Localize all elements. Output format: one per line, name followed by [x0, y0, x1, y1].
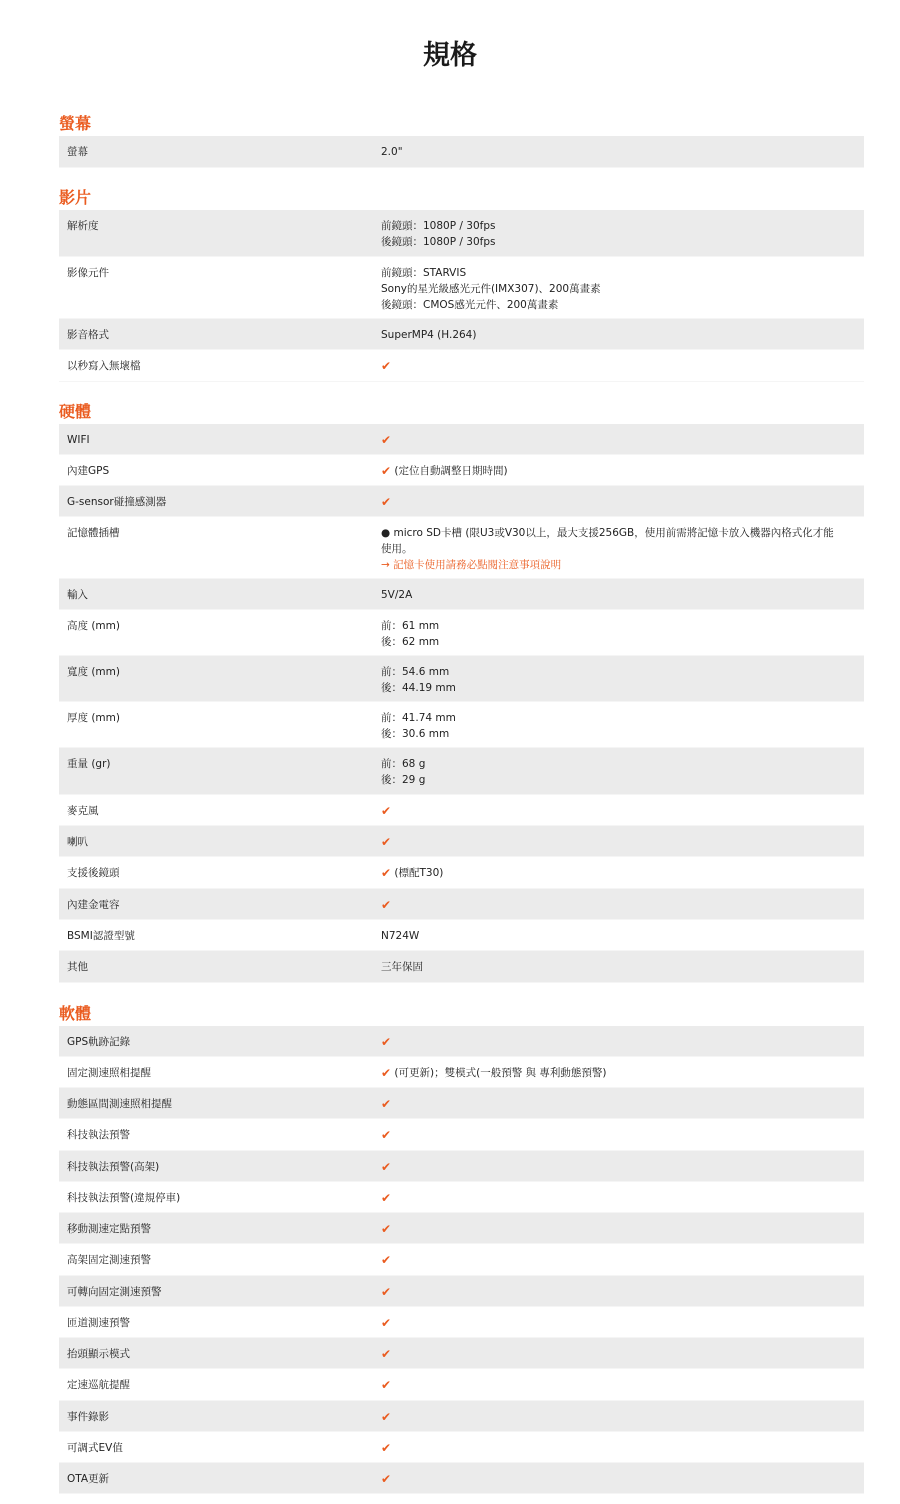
spec-value-line: 後：44.19 mm [381, 682, 456, 694]
check-icon: ✔ [381, 866, 392, 880]
spec-label: 科技執法預警(高架) [67, 1161, 160, 1173]
section-video [59, 186, 864, 382]
spec-row [59, 920, 864, 951]
spec-label: 重量 (gr) [67, 758, 111, 770]
spec-value [381, 1182, 864, 1212]
check-icon: ✔ [381, 464, 392, 478]
spec-row [59, 486, 864, 517]
spec-label: 支援後鏡頭 [67, 867, 120, 879]
spec-row [59, 1307, 864, 1338]
spec-value [381, 1151, 864, 1181]
spec-value: 2.0" [381, 146, 403, 158]
spec-value [381, 1463, 864, 1493]
check-icon: ✔ [381, 1285, 392, 1299]
spec-value-line: 後：62 mm [381, 636, 440, 648]
spec-row [59, 1276, 864, 1307]
page-title: 規格 [423, 40, 477, 71]
spec-label: 移動測速定點預警 [67, 1223, 151, 1235]
spec-row [59, 210, 864, 257]
spec-label: 科技執法預警(違規停車) [67, 1192, 181, 1204]
check-icon: ✔ [381, 1253, 392, 1267]
spec-row [59, 795, 864, 826]
spec-row [59, 857, 864, 889]
spec-label: BSMI認證型號 [67, 930, 135, 942]
check-icon: ✔ [381, 1472, 392, 1486]
spec-row [59, 1119, 864, 1151]
spec-label: 螢幕 [67, 146, 88, 158]
check-icon: ✔ [381, 495, 392, 509]
spec-value-line: 後：29 g [381, 774, 426, 786]
check-icon: ✔ [381, 1316, 392, 1330]
spec-row [59, 889, 864, 920]
spec-value-line: 前鏡頭：STARVIS [381, 267, 467, 279]
spec-label: 高度 (mm) [67, 620, 120, 632]
spec-label: 以秒寫入無壞檔 [67, 360, 141, 372]
spec-label: 事件錄影 [67, 1411, 109, 1423]
spec-row [59, 136, 864, 168]
spec-row [59, 1401, 864, 1432]
spec-value [381, 1088, 864, 1118]
spec-row [59, 748, 864, 795]
spec-value [381, 1432, 864, 1462]
spec-value [381, 889, 864, 919]
spec-value-line: 前：68 g [381, 758, 426, 770]
check-icon: ✔ [381, 1066, 392, 1080]
spec-label: 高架固定測速預警 [67, 1254, 151, 1266]
spec-note: (標配T30) [391, 867, 444, 879]
spec-row [59, 319, 864, 350]
spec-label: 影音格式 [67, 329, 109, 341]
spec-value-line: 後鏡頭：1080P / 30fps [381, 236, 496, 248]
spec-value [381, 350, 864, 381]
spec-value [381, 517, 864, 578]
check-icon: ✔ [381, 1378, 392, 1392]
spec-row [59, 1057, 864, 1088]
check-icon: ✔ [381, 1347, 392, 1361]
spec-row [59, 455, 864, 486]
spec-label: 記憶體插槽 [67, 527, 120, 539]
spec-value [381, 486, 864, 516]
check-icon: ✔ [381, 1410, 392, 1424]
spec-row [59, 1182, 864, 1213]
spec-label: 抬頭顯示模式 [67, 1348, 130, 1360]
check-icon: ✔ [381, 898, 392, 912]
spec-label: 輸入 [67, 589, 88, 601]
spec-value [381, 795, 864, 825]
spec-label: 內建GPS [67, 465, 110, 477]
spec-value-line: 前鏡頭：1080P / 30fps [381, 220, 496, 232]
spec-value-line: ● micro SD卡槽 (限U3或V30以上，最大支援256GB，使用前需將記憶卡放入機器內格式化才能使用。 [381, 527, 834, 555]
spec-value [381, 210, 864, 256]
spec-value [381, 1401, 864, 1431]
spec-label: 可調式EV值 [67, 1442, 123, 1454]
spec-row [59, 610, 864, 656]
spec-row [59, 1088, 864, 1119]
spec-label: 固定測速照相提醒 [67, 1067, 151, 1079]
section-software [59, 1002, 864, 1494]
section-hardware [59, 400, 864, 983]
spec-row [59, 350, 864, 382]
check-icon: ✔ [381, 804, 392, 818]
section-heading-video: 影片 [59, 188, 92, 207]
spec-value [381, 1057, 864, 1087]
spec-row [59, 1369, 864, 1401]
check-icon: ✔ [381, 359, 392, 373]
spec-row [59, 1151, 864, 1182]
spec-row [59, 826, 864, 857]
spec-value-line: 後：30.6 mm [381, 728, 450, 740]
spec-value: 三年保固 [381, 961, 423, 973]
spec-row [59, 579, 864, 610]
spec-note: (可更新)；雙模式(一般預警 與 專利動態預警) [391, 1067, 607, 1079]
spec-value [381, 1276, 864, 1306]
spec-row [59, 656, 864, 702]
check-icon: ✔ [381, 1441, 392, 1455]
spec-label: G-sensor碰撞感測器 [67, 496, 167, 508]
memory-card-notice-link[interactable]: → 記憶卡使用請務必點閱注意事項說明 [381, 559, 562, 571]
spec-value [381, 610, 864, 655]
spec-note: (定位自動調整日期時間) [391, 465, 508, 477]
check-icon: ✔ [381, 1097, 392, 1111]
check-icon: ✔ [381, 835, 392, 849]
check-icon: ✔ [381, 433, 392, 447]
spec-value [381, 1338, 864, 1368]
spec-value [381, 1119, 864, 1150]
spec-row [59, 1026, 864, 1057]
spec-value [381, 656, 864, 701]
spec-label: OTA更新 [67, 1473, 110, 1485]
spec-value [381, 1369, 864, 1400]
spec-label: 影像元件 [67, 267, 109, 279]
spec-label: 喇叭 [67, 836, 88, 848]
spec-value-line: 前：54.6 mm [381, 666, 450, 678]
spec-value: 5V/2A [381, 589, 413, 601]
spec-value [381, 257, 864, 318]
spec-label: 厚度 (mm) [67, 712, 120, 724]
spec-label: GPS軌跡記錄 [67, 1036, 131, 1048]
check-icon: ✔ [381, 1222, 392, 1236]
spec-value [381, 748, 864, 794]
spec-value-line: Sony的星光級感光元件(IMX307)、200萬畫素 [381, 283, 601, 295]
spec-label: 動態區間測速照相提醒 [67, 1098, 172, 1110]
spec-row [59, 1213, 864, 1244]
spec-value: N724W [381, 930, 420, 942]
spec-label: 其他 [67, 961, 88, 973]
spec-value-line: 前：41.74 mm [381, 712, 456, 724]
spec-row [59, 1463, 864, 1494]
spec-row [59, 424, 864, 455]
spec-row [59, 1338, 864, 1369]
spec-label: 寬度 (mm) [67, 666, 120, 678]
spec-value [381, 455, 864, 485]
spec-label: 匝道測速預警 [67, 1317, 130, 1329]
spec-row [59, 951, 864, 983]
spec-row [59, 257, 864, 319]
spec-row [59, 1244, 864, 1276]
section-screen [59, 112, 864, 168]
spec-value [381, 1213, 864, 1243]
spec-label: 內建金電容 [67, 899, 120, 911]
spec-value [381, 857, 864, 888]
spec-label: 解析度 [67, 220, 99, 232]
check-icon: ✔ [381, 1128, 392, 1142]
spec-value [381, 826, 864, 856]
spec-label: 科技執法預警 [67, 1129, 130, 1141]
spec-value-line: 前：61 mm [381, 620, 440, 632]
spec-value [381, 424, 864, 454]
check-icon: ✔ [381, 1160, 392, 1174]
section-heading-hardware: 硬體 [59, 402, 92, 421]
spec-label: 麥克風 [67, 805, 99, 817]
spec-row [59, 1432, 864, 1463]
section-heading-software: 軟體 [59, 1004, 92, 1023]
spec-value-line: 後鏡頭：CMOS感光元件、200萬畫素 [381, 299, 559, 311]
section-heading-screen: 螢幕 [59, 114, 92, 133]
check-icon: ✔ [381, 1035, 392, 1049]
spec-label: WIFI [67, 434, 90, 446]
spec-value [381, 1244, 864, 1275]
check-icon: ✔ [381, 1191, 392, 1205]
spec-label: 可轉向固定測速預警 [67, 1286, 162, 1298]
spec-value [381, 1307, 864, 1337]
spec-value [381, 702, 864, 747]
spec-row [59, 517, 864, 579]
spec-value: SuperMP4 (H.264) [381, 329, 477, 341]
spec-value [381, 1026, 864, 1056]
spec-row [59, 702, 864, 748]
spec-label: 定速巡航提醒 [67, 1379, 130, 1391]
